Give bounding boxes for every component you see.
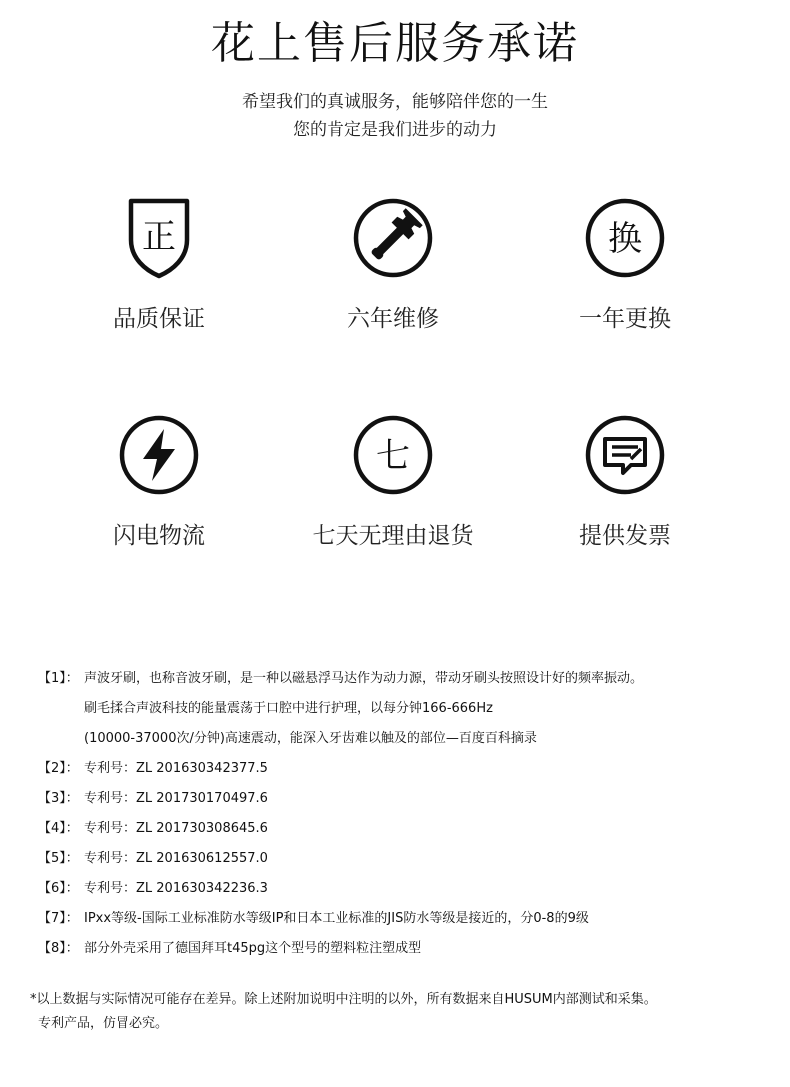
footnote-8 bbox=[38, 934, 768, 964]
footnote-text: 专利号：ZL 201630342377.5 bbox=[84, 761, 268, 776]
invoice-icon bbox=[583, 413, 667, 497]
footnote-1-continuation: 刷毛揉合声波科技的能量震荡于口腔中进行护理，以每分钟166-666Hz bbox=[84, 701, 493, 716]
service-one-year-exchange bbox=[510, 196, 740, 334]
footnote-3 bbox=[38, 784, 768, 814]
footnote-text: 声波牙刷，也称音波牙刷，是一种以磁悬浮马达作为动力源，带动牙刷头按照设计好的频率振动。 bbox=[84, 671, 644, 686]
footnote-text: IPxx等级-国际工业标准防水等级IP和日本工业标准的JIS防水等级是接近的，分0-8的9级 bbox=[84, 911, 589, 926]
service-label: 七天无理由退货 bbox=[312, 523, 474, 549]
service-label: 一年更换 bbox=[579, 306, 671, 332]
service-invoice bbox=[510, 413, 740, 551]
footnote-key: 【4】： bbox=[38, 821, 79, 836]
footnote-5 bbox=[38, 844, 768, 874]
service-six-year-repair bbox=[278, 196, 508, 334]
lightning-icon bbox=[117, 413, 201, 497]
exchange-huan-glyph: 换 bbox=[608, 219, 642, 259]
footnote-key: 【1】： bbox=[38, 671, 79, 686]
page-title: 花上售后服务承诺 bbox=[211, 18, 579, 69]
footnote-4 bbox=[38, 814, 768, 844]
footnote-text: 部分外壳采用了德国拜耳t45pg这个型号的塑料粒注塑成型 bbox=[84, 941, 422, 956]
footnote-text: 专利号：ZL 201630612557.0 bbox=[84, 851, 268, 866]
subtitle-line-2: 您的肯定是我们进步的动力 bbox=[293, 120, 497, 140]
shield-zheng-icon bbox=[117, 196, 201, 280]
footnote-text: 专利号：ZL 201730308645.6 bbox=[84, 821, 268, 836]
seven-qi-icon bbox=[351, 413, 435, 497]
service-label: 提供发票 bbox=[579, 523, 671, 549]
service-label: 六年维修 bbox=[347, 306, 439, 332]
footnote-key: 【8】： bbox=[38, 941, 79, 956]
footnote-1-continuation: (10000-37000次/分钟)高速震动，能深入牙齿难以触及的部位—百度百科摘录 bbox=[84, 731, 537, 746]
patent-notice: 专利产品，仿冒必究。 bbox=[38, 1016, 169, 1031]
footnote-key: 【5】： bbox=[38, 851, 79, 866]
footnotes bbox=[38, 664, 768, 964]
seven-qi-glyph: 七 bbox=[376, 436, 410, 476]
service-quality-guarantee bbox=[44, 196, 274, 334]
footnote-2 bbox=[38, 754, 768, 784]
footnote-1 bbox=[38, 664, 768, 694]
wrench-icon bbox=[351, 196, 435, 280]
footnote-6 bbox=[38, 874, 768, 904]
footnote-key: 【2】： bbox=[38, 761, 79, 776]
shield-zheng-glyph: 正 bbox=[142, 217, 176, 257]
service-label: 品质保证 bbox=[113, 306, 205, 332]
disclaimer-line: *以上数据与实际情况可能存在差异。除上述附加说明中注明的以外，所有数据来自HUSUM内部测试和采集。 bbox=[30, 992, 657, 1007]
footnote-text: 专利号：ZL 201630342236.3 bbox=[84, 881, 268, 896]
footnote-text: 专利号：ZL 201730170497.6 bbox=[84, 791, 268, 806]
service-seven-day-return bbox=[278, 413, 508, 551]
footnote-key: 【3】： bbox=[38, 791, 79, 806]
service-lightning-logistics bbox=[44, 413, 274, 551]
footnote-7 bbox=[38, 904, 768, 934]
footnote-key: 【6】： bbox=[38, 881, 79, 896]
exchange-huan-icon bbox=[583, 196, 667, 280]
service-label: 闪电物流 bbox=[113, 523, 205, 549]
footnote-key: 【7】： bbox=[38, 911, 79, 926]
subtitle-line-1: 希望我们的真诚服务，能够陪伴您的一生 bbox=[242, 92, 548, 112]
